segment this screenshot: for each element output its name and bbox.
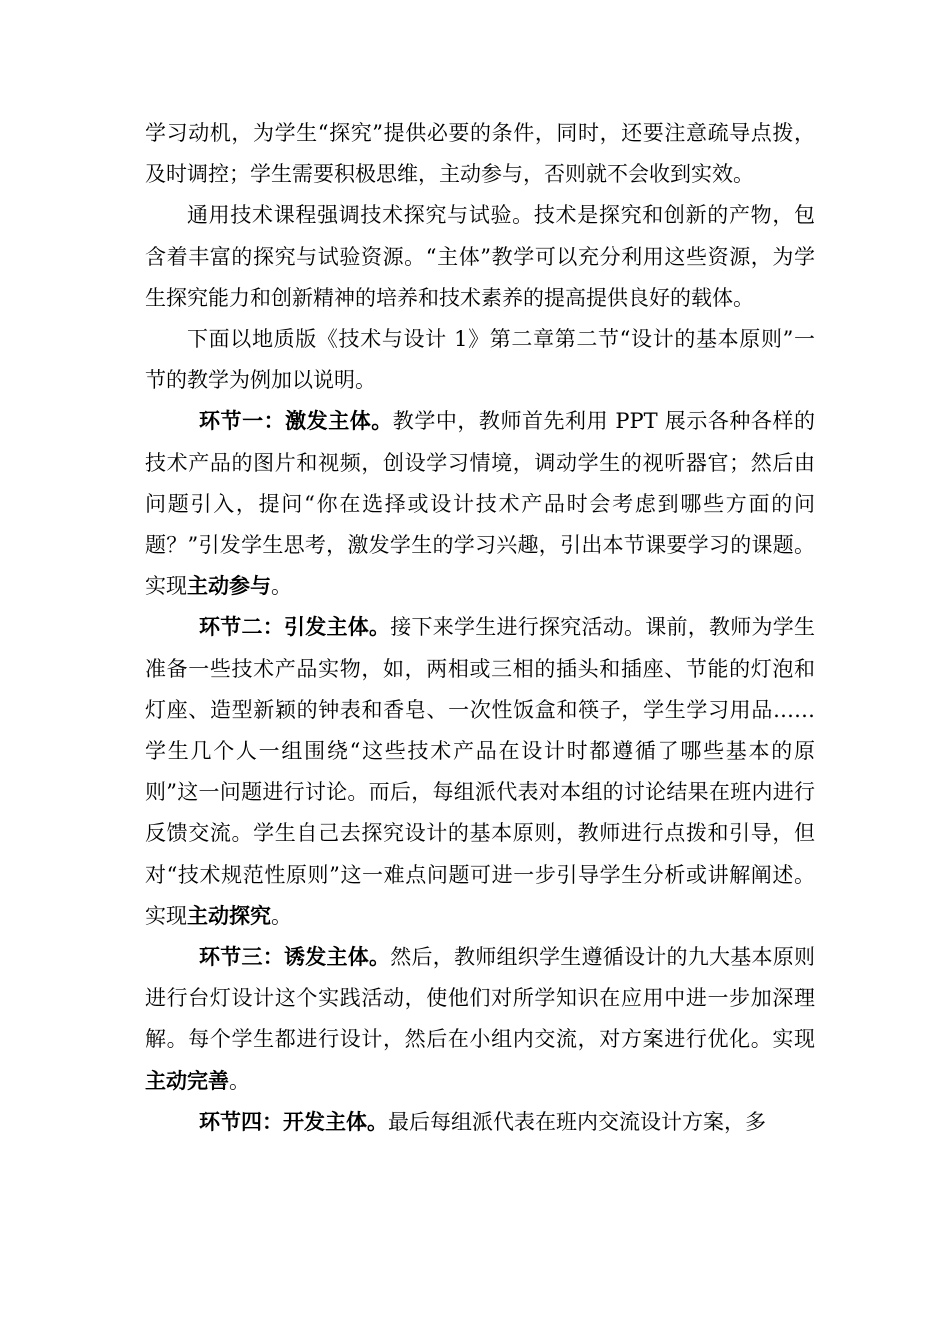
stage-three-emphasis: 主动完善: [145, 1068, 229, 1093]
paragraph-stage-four: [145, 1102, 815, 1143]
paragraph-continuation: 学习动机，为学生“探究”提供必要的条件，同时，还要注意疏导点拨，及时调控；学生需要积极思维，主动参与，否则就不会收到实效。: [145, 121, 815, 187]
stage-two-body: 接下来学生进行探究活动。课前，教师为学生准备一些技术产品实物，如，两相或三相的插头和插座、节能的灯泡和灯座、造型新颖的钟表和香皂、一次性饭盒和筷子，学生学习用品……学生几个人一组围绕“这些技术产品在设计时都遵循了哪些基本的原则”这一问题进行讨论。而后，每组派代表对本组的讨论结果在班内进行反馈交流。学生自己去探究设计的基本原则，教师进行点拨和引导，但对“技术规范性原则”这一难点问题可进一步引导学生分析或讲解阐述。实现: [145, 615, 815, 928]
stage-four-heading: 环节四：开发主体。: [199, 1109, 388, 1134]
stage-four-body: 最后每组派代表在班内交流设计方案，多: [388, 1109, 766, 1134]
stage-one-body: 教学中，教师首先利用 PPT 展示各种各样的技术产品的图片和视频，创设学习情境，调动学生的视听器官；然后由问题引入，提问“你在选择或设计技术产品时会考虑到哪些方面的问题？”引发学生思考，激发学生的学习兴趣，引出本节课要学习的课题。实现: [145, 409, 815, 599]
stage-three-heading: 环节三：诱发主体。: [199, 945, 391, 970]
paragraph-stage-three: [145, 937, 815, 1102]
document-page: [145, 113, 815, 1143]
stage-one-heading: 环节一：激发主体。: [199, 409, 393, 434]
paragraph-example-intro: 下面以地质版《技术与设计 1》第二章第二节“设计的基本原则”一节的教学为例加以说明。: [145, 327, 815, 393]
stage-three-end: 。: [229, 1068, 250, 1093]
paragraph-stage-one: [145, 401, 815, 607]
stage-one-emphasis: 主动参与: [187, 574, 271, 599]
stage-two-heading: 环节二：引发主体。: [199, 615, 391, 640]
paragraph-general-tech: 通用技术课程强调技术探究与试验。技术是探究和创新的产物，包含着丰富的探究与试验资源。“主体”教学可以充分利用这些资源，为学生探究能力和创新精神的培养和技术素养的提高提供良好的载体。: [145, 203, 815, 310]
stage-three-body: 然后，教师组织学生遵循设计的九大基本原则进行台灯设计这个实践活动，使他们对所学知识在应用中进一步加深理解。每个学生都进行设计，然后在小组内交流，对方案进行优化。实现: [145, 945, 815, 1052]
stage-two-emphasis: 主动探究: [187, 903, 271, 928]
paragraph-stage-two: [145, 607, 815, 937]
stage-two-end: 。: [271, 903, 292, 928]
stage-one-end: 。: [271, 574, 292, 599]
